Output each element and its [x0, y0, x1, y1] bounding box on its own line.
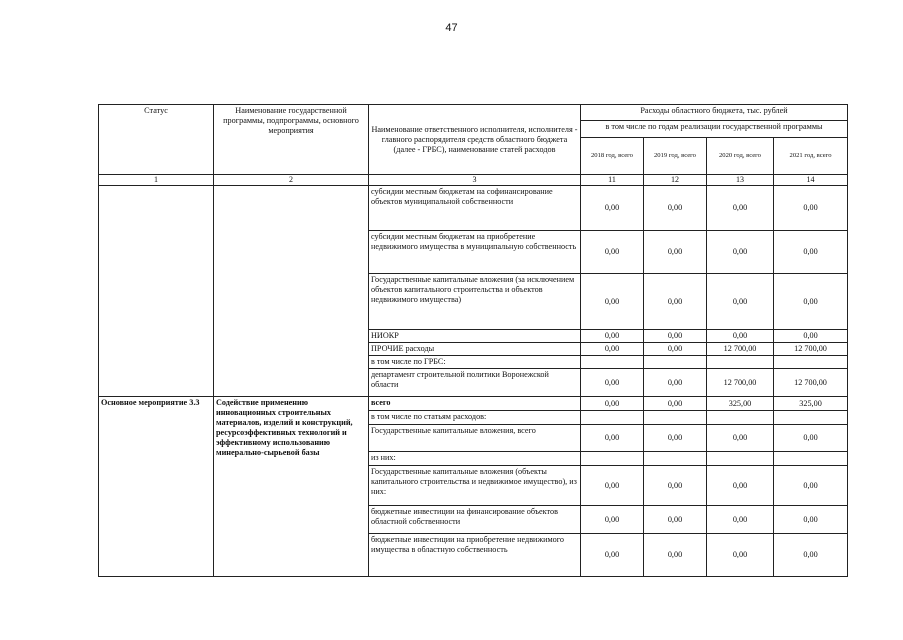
value-cell [581, 356, 644, 369]
value-cell: 12 700,00 [774, 343, 848, 356]
value-cell: 0,00 [707, 534, 774, 577]
header-year: 2019 год, всего [644, 138, 707, 175]
row-label: ПРОЧИЕ расходы [369, 343, 581, 356]
row-label: Государственные капитальные вложения, всего [369, 425, 581, 452]
value-cell: 0,00 [707, 186, 774, 231]
value-cell: 0,00 [644, 466, 707, 506]
value-cell [707, 356, 774, 369]
value-cell [581, 452, 644, 466]
table-row [99, 186, 848, 231]
value-cell: 0,00 [581, 534, 644, 577]
row-label: всего [369, 397, 581, 411]
row-label: бюджетные инвестиции на финансирование объектов областной собственности [369, 506, 581, 534]
header-executor: Наименование ответственного исполнителя, исполнителя - главного распорядителя средств областного бюджета (далее - ГРБС), наименование статей расходов [369, 105, 581, 175]
value-cell: 12 700,00 [774, 369, 848, 397]
column-number: 1 [99, 175, 214, 186]
value-cell: 0,00 [707, 274, 774, 330]
page-number: 47 [445, 22, 458, 34]
header-year: 2020 год, всего [707, 138, 774, 175]
value-cell: 0,00 [581, 274, 644, 330]
program-cell-empty [214, 186, 369, 397]
column-number: 14 [774, 175, 848, 186]
value-cell: 0,00 [774, 186, 848, 231]
column-number: 12 [644, 175, 707, 186]
value-cell: 0,00 [707, 506, 774, 534]
value-cell: 0,00 [774, 466, 848, 506]
value-cell: 325,00 [707, 397, 774, 411]
column-number: 3 [369, 175, 581, 186]
value-cell: 0,00 [644, 231, 707, 274]
value-cell: 325,00 [774, 397, 848, 411]
value-cell: 0,00 [644, 330, 707, 343]
column-number: 13 [707, 175, 774, 186]
header-year: 2021 год, всего [774, 138, 848, 175]
value-cell: 0,00 [581, 343, 644, 356]
row-label: субсидии местным бюджетам на приобретение недвижимого имущества в муниципальную собственность [369, 231, 581, 274]
value-cell: 0,00 [644, 369, 707, 397]
row-label: в том числе по ГРБС: [369, 356, 581, 369]
row-label: Государственные капитальные вложения (объекты капитального строительства и недвижимое имущество), из них: [369, 466, 581, 506]
header-status: Статус [99, 105, 214, 175]
value-cell: 0,00 [581, 231, 644, 274]
value-cell: 0,00 [581, 506, 644, 534]
value-cell [774, 452, 848, 466]
value-cell: 0,00 [581, 397, 644, 411]
value-cell: 0,00 [581, 466, 644, 506]
column-number: 2 [214, 175, 369, 186]
value-cell [644, 452, 707, 466]
row-label: НИОКР [369, 330, 581, 343]
value-cell: 0,00 [707, 330, 774, 343]
value-cell: 12 700,00 [707, 343, 774, 356]
value-cell: 0,00 [644, 534, 707, 577]
value-cell [581, 411, 644, 425]
header-year: 2018 год, всего [581, 138, 644, 175]
row-label: департамент строительной политики Воронежской области [369, 369, 581, 397]
header-by-years: в том числе по годам реализации государственной программы [581, 121, 848, 138]
value-cell: 0,00 [774, 231, 848, 274]
row-label: субсидии местным бюджетам на софинансирование объектов муниципальной собственности [369, 186, 581, 231]
value-cell: 0,00 [707, 231, 774, 274]
value-cell: 0,00 [774, 330, 848, 343]
row-label: из них: [369, 452, 581, 466]
value-cell: 0,00 [644, 506, 707, 534]
header-expenses: Расходы областного бюджета, тыс. рублей [581, 105, 848, 121]
value-cell [774, 411, 848, 425]
value-cell: 0,00 [581, 369, 644, 397]
value-cell: 0,00 [707, 466, 774, 506]
column-number: 11 [581, 175, 644, 186]
budget-table [98, 104, 848, 577]
row-label: в том числе по статьям расходов: [369, 411, 581, 425]
value-cell: 0,00 [644, 397, 707, 411]
value-cell: 0,00 [774, 425, 848, 452]
value-cell: 0,00 [581, 425, 644, 452]
status-cell-empty [99, 186, 214, 397]
value-cell: 0,00 [644, 186, 707, 231]
header-row [99, 105, 848, 121]
column-number-row [99, 175, 848, 186]
value-cell: 0,00 [774, 274, 848, 330]
measure-name: Содействие применению инновационных строительных материалов, изделий и конструкций, ресурсоэффективных технологий и эффективному использованию минерально-сырьевой базы [214, 397, 369, 577]
value-cell [644, 356, 707, 369]
value-cell [707, 452, 774, 466]
header-program-name: Наименование государственной программы, подпрограммы, основного мероприятия [214, 105, 369, 175]
value-cell [644, 411, 707, 425]
value-cell: 0,00 [644, 343, 707, 356]
value-cell [774, 356, 848, 369]
value-cell [707, 411, 774, 425]
value-cell: 0,00 [774, 506, 848, 534]
value-cell: 0,00 [581, 330, 644, 343]
value-cell: 0,00 [644, 274, 707, 330]
table-row [99, 397, 848, 411]
row-label: Государственные капитальные вложения (за исключением объектов капитального строительства и объектов недвижимого имущества) [369, 274, 581, 330]
value-cell: 0,00 [707, 425, 774, 452]
row-label: бюджетные инвестиции на приобретение недвижимого имущества в областную собственность [369, 534, 581, 577]
value-cell: 0,00 [644, 425, 707, 452]
value-cell: 0,00 [774, 534, 848, 577]
value-cell: 12 700,00 [707, 369, 774, 397]
value-cell: 0,00 [581, 186, 644, 231]
measure-status: Основное мероприятие 3.3 [99, 397, 214, 577]
